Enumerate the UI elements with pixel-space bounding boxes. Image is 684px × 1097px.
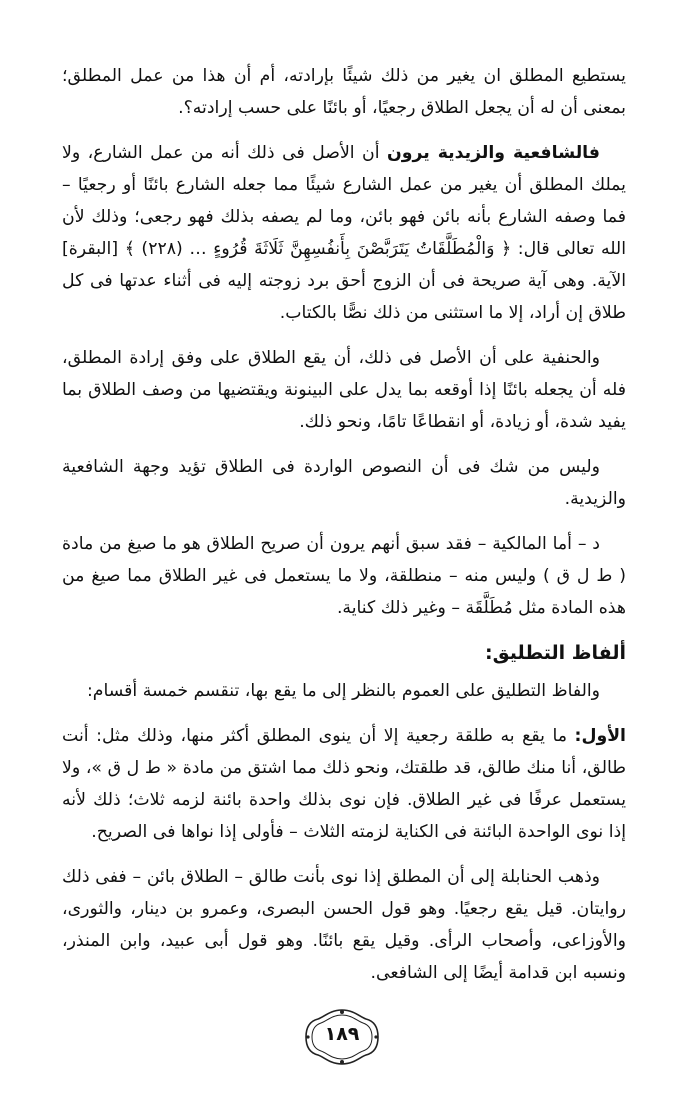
paragraph-4: وليس من شك فى أن النصوص الواردة فى الطلاق تؤيد وجهة الشافعية والزيدية. — [62, 457, 626, 509]
page-number-ornament — [302, 1007, 382, 1067]
paragraph-7-lead: الأول: — [574, 726, 626, 746]
paragraph-2 — [62, 137, 626, 329]
paragraph-7 — [62, 720, 626, 848]
paragraph-5: د – أما المالكية – فقد سبق أنهم يرون أن صريح الطلاق هو ما صيغ من مادة ( ط ل ق ) وليس منه – منطلقة، ولا ما يستعمل فى غير الطلاق مما صيغ من هذه المادة مثل مُطَلَّقَة – وغير ذلك كناية. — [62, 534, 626, 618]
paragraph-3: والحنفية على أن الأصل فى ذلك، أن يقع الطلاق على وفق إرادة المطلق، فله أن يجعله بائنًا إذا أوقعه بما يدل على البينونة ويقتضيها من وصف الطلاق بما يفيد شدة، أو زيادة، أو انقطاعًا تامًا، ونحو ذلك. — [62, 348, 626, 432]
paragraph-6: والفاظ التطليق على العموم بالنظر إلى ما يقع بها، تنقسم خمسة أقسام: — [86, 681, 600, 701]
paragraph-2-lead: فالشافعية والزيدية يرون — [387, 143, 600, 163]
page-body — [62, 60, 626, 1002]
section-heading: ألفاظ التطليق: — [485, 642, 626, 664]
page-number: ١٨٩ — [324, 1023, 360, 1045]
paragraph-1: يستطيع المطلق ان يغير من ذلك شيئًا بإرادته، أم أن هذا من عمل المطلق؛ بمعنى أن له أن يجعل الطلاق رجعيًا، أو بائنًا على حسب إرادته؟. — [62, 66, 626, 118]
paragraph-2-body: أن الأصل فى ذلك أنه من عمل الشارع، ولا يملك المطلق أن يغير من عمل الشارع شيئًا مما جعله الشارع بائنًا أو رجعيًا – فما وصفه الشارع بأنه بائن فهو بائن، وما لم يصفه بذلك فهو رجعى؛ وذلك لأن الله تعالى قال: ﴿ وَالْمُطَلَّقَاتُ يَتَرَبَّصْنَ بِأَنفُسِهِنَّ ثَلَاثَةَ قُرُوءٍ … (٢٢٨) ﴾ [البقرة] الآية. وهى آية صريحة فى أن الزوج أحق برد زوجته إليه فى أثناء عدتها فى كل طلاق إن أراد، إلا ما استثنى من ذلك نصًّا بالكتاب. — [62, 143, 626, 323]
paragraph-7-body: ما يقع به طلقة رجعية إلا أن ينوى المطلق أكثر منها، وذلك مثل: أنت طالق، أنا منك طالق، قد طلقتك، ونحو ذلك مما اشتق من مادة « ط ل ق »، ولا يستعمل عرفًا فى غير الطلاق. فإن نوى بذلك واحدة بائنة لزمه ثلاث؛ ذلك لأنه إذا نوى الواحدة البائنة فى الكناية لزمته الثلاث – فأولى إذا نواها فى الصريح. — [62, 726, 626, 842]
paragraph-8: وذهب الحنابلة إلى أن المطلق إذا نوى بأنت طالق – الطلاق بائن – ففى ذلك روايتان. قيل يقع رجعيًا. وهو قول الحسن البصرى، وعمرو بن دينار، والثورى، والأوزاعى، وأصحاب الرأى. وقيل يقع بائنًا. وهو قول أبى عبيد، وابن المنذر، ونسبه ابن قدامة أيضًا إلى الشافعى. — [62, 867, 626, 983]
page-footer — [0, 1007, 684, 1067]
